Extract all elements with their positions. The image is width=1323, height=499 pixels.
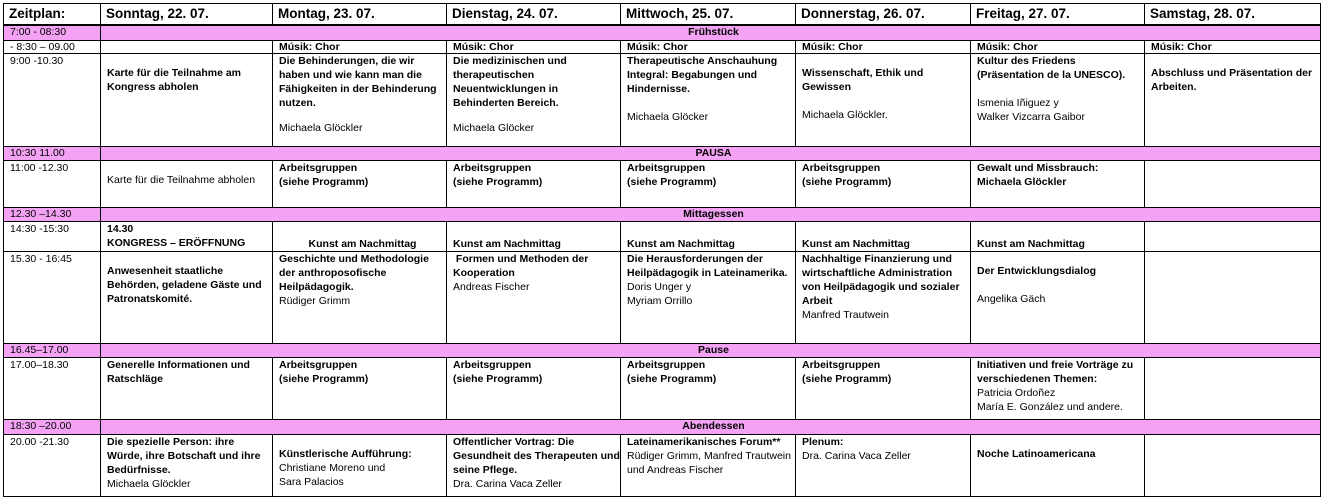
tue-1700-title: Arbeitsgruppen: [453, 359, 532, 372]
cell-fri-0900: [971, 54, 1145, 147]
tue-1100-sub: (siehe Programm): [453, 176, 543, 189]
break-mittagessen: Mittagessen: [101, 208, 1321, 222]
fri-0900-text: Kultur des Friedens (Präsentation de la UNESCO).: [977, 55, 1126, 81]
cell-wed-1430: Kunst am Nachmittag: [621, 222, 796, 252]
tue-1530-text: Formen und Methoden der Kooperation: [453, 252, 592, 279]
header-day-wednesday: Mittwoch, 25. 07.: [621, 4, 796, 26]
mon-2000-speaker-1: Christiane Moreno und: [279, 461, 386, 474]
fri-1100-title: Gewalt und Missbrauch:: [977, 162, 1099, 175]
mon-0900-text: Die Behinderungen, die wir haben und wie kann man die Fähigkeiten in der Behinderung nutzen.: [279, 55, 437, 109]
header-day-sunday: Sonntag, 22. 07.: [101, 4, 273, 26]
schedule-table: [3, 3, 1321, 497]
cell-mon-1430: Kunst am Nachmittag: [273, 222, 447, 252]
cell-thu-1700: [796, 358, 971, 420]
cell-thu-1530: [796, 251, 971, 343]
cell-tue-0830: Músik: Chor: [447, 40, 621, 53]
thu-2000-speaker: Dra. Carina Vaca Zeller: [802, 449, 911, 462]
cell-sat-1530: [1145, 251, 1321, 343]
cell-thu-0830: Músik: Chor: [796, 40, 971, 53]
cell-sun-1700: Generelle Informationen und Ratschläge: [101, 358, 273, 420]
cell-thu-1430: Kunst am Nachmittag: [796, 222, 971, 252]
mon-1700-title: Arbeitsgruppen: [279, 359, 358, 372]
break-abendessen: Abendessen: [101, 420, 1321, 434]
sun-1430-time: 14.30: [107, 223, 134, 236]
fri-0900-speaker-2: Walker Vizcarra Gaibor: [977, 111, 1085, 123]
cell-tue-0900: [447, 54, 621, 147]
header-day-friday: Freitag, 27. 07.: [971, 4, 1145, 26]
cell-mon-1530: [273, 251, 447, 343]
fri-1100-speaker: Michaela Glöckler: [977, 176, 1067, 189]
wed-2000-speaker: Rüdiger Grimm, Manfred Trautwein und Andreas Fischer: [627, 449, 791, 476]
cell-mon-1100: [273, 161, 447, 208]
cell-sat-0830: Músik: Chor: [1145, 40, 1321, 53]
header-zeitplan: Zeitplan:: [4, 4, 101, 26]
cell-thu-1100: [796, 161, 971, 208]
fri-1700-speaker-2: María E. González und andere.: [977, 401, 1123, 414]
header-day-tuesday: Dienstag, 24. 07.: [447, 4, 621, 26]
fri-1700-speaker-1: Patricia Ordoñez: [977, 387, 1056, 400]
cell-fri-0830: Músik: Chor: [971, 40, 1145, 53]
cell-sun-1100: [101, 161, 273, 208]
cell-wed-1700: [621, 358, 796, 420]
thu-1530-speaker: Manfred Trautwein: [802, 308, 889, 321]
time-1030: 10:30 11.00: [4, 146, 101, 160]
break-fruehstueck: Frühstück: [101, 25, 1321, 40]
cell-fri-1530: [971, 251, 1145, 343]
time-1100: 11:00 -12.30: [4, 161, 101, 208]
mon-2000-speaker-2: Sara Palacios: [279, 475, 344, 488]
mon-1530-speaker: Rüdiger Grimm: [279, 294, 351, 307]
cell-sun-1430: [101, 222, 273, 252]
tue-0900-text: Die medizinischen und therapeutischen Neuentwicklungen in Behinderten Bereich.: [453, 55, 567, 109]
cell-fri-2000: [971, 434, 1145, 496]
break-pause: Pause: [101, 343, 1321, 357]
header-day-monday: Montag, 23. 07.: [273, 4, 447, 26]
cell-sat-0900: [1145, 54, 1321, 147]
cell-tue-1430: Kunst am Nachmittag: [447, 222, 621, 252]
time-1645: 16.45–17.00: [4, 343, 101, 357]
mon-1100-sub: (siehe Programm): [279, 176, 369, 189]
tue-1530-speaker: Andreas Fischer: [453, 280, 530, 293]
wed-1700-sub: (siehe Programm): [627, 373, 717, 386]
tue-0900-speaker: Michaela Glöcker: [453, 122, 535, 134]
cell-fri-1100: [971, 161, 1145, 208]
wed-1100-title: Arbeitsgruppen: [627, 162, 706, 175]
cell-tue-2000: [447, 434, 621, 496]
sun-1530-text: Anwesenheit staatliche Behörden, geladene Gäste und Patronatskomité.: [107, 264, 262, 305]
wed-1530-speaker-1: Doris Unger y: [627, 280, 692, 293]
sun-1100-text: Karte für die Teilnahme abholen: [107, 174, 256, 187]
tue-2000-text: Offentlicher Vortrag: Die Gesundheit des Therapeuten und seine Pflege.: [453, 435, 620, 476]
time-1700: 17.00–18.30: [4, 358, 101, 420]
tue-2000-speaker: Dra. Carina Vaca Zeller: [453, 477, 562, 490]
cell-wed-0900: [621, 54, 796, 147]
time-1530: 15.30 - 16:45: [4, 251, 101, 343]
cell-thu-2000: [796, 434, 971, 496]
thu-2000-text: Plenum:: [802, 435, 844, 448]
cell-fri-1700: [971, 358, 1145, 420]
thu-0900-text: Wissenschaft, Ethik und Gewissen: [802, 67, 924, 93]
sat-0900-text: Abschluss und Präsentation der Arbeiten.: [1151, 67, 1313, 93]
cell-mon-1700: [273, 358, 447, 420]
cell-sun-1530: [101, 251, 273, 343]
time-1230: 12.30 –14.30: [4, 208, 101, 222]
cell-thu-0900: [796, 54, 971, 147]
cell-wed-1100: [621, 161, 796, 208]
cell-fri-1430: Kunst am Nachmittag: [971, 222, 1145, 252]
sun-2000-speaker: Michaela Glöckler: [107, 477, 191, 490]
cell-tue-1100: [447, 161, 621, 208]
cell-wed-2000: [621, 434, 796, 496]
cell-mon-0830: Músik: Chor: [273, 40, 447, 53]
cell-tue-1530: [447, 251, 621, 343]
mon-0900-speaker: Michaela Glöckler: [279, 122, 363, 134]
cell-sun-2000: [101, 434, 273, 496]
cell-sun-0900: [101, 54, 273, 147]
thu-1530-text: Nachhaltige Finanzierung und wirtschaftliche Administration von Heilpädagogik und sozialer Arbeit: [802, 252, 960, 307]
cell-sat-2000: [1145, 434, 1321, 496]
thu-1100-title: Arbeitsgruppen: [802, 162, 881, 175]
wed-0900-text: Therapeutische Anschauhung Integral: Begabungen und Hindernisse.: [627, 55, 778, 95]
mon-2000-text: Künstlerische Aufführung:: [279, 447, 412, 460]
time-0900: 9:00 -10.30: [4, 54, 101, 147]
header-day-saturday: Samstag, 28. 07.: [1145, 4, 1321, 26]
time-2000: 20.00 -21.30: [4, 434, 101, 496]
cell-sat-1100: [1145, 161, 1321, 208]
wed-1530-speaker-2: Myriam Orrillo: [627, 294, 693, 307]
wed-1530-text: Die Herausforderungen der Heilpädagogik in Lateinamerika.: [627, 252, 788, 279]
fri-0900-speaker-1: Ismenia Iñiguez y: [977, 97, 1059, 109]
fri-2000-text: Noche Latinoamericana: [977, 447, 1096, 460]
time-0830: - 8:30 – 09.00: [4, 40, 101, 53]
tue-1100-title: Arbeitsgruppen: [453, 162, 532, 175]
break-pausa: PAUSA: [101, 146, 1321, 160]
thu-1700-sub: (siehe Programm): [802, 373, 892, 386]
fri-1700-text: Initiativen und freie Vorträge zu verschiedenen Themen:: [977, 359, 1134, 386]
thu-0900-speaker: Michaela Glöckler.: [802, 109, 888, 121]
sun-1430-title: KONGRESS – ERÖFFNUNG: [107, 237, 246, 250]
time-1830: 18:30 –20.00: [4, 420, 101, 434]
cell-wed-0830: Músik: Chor: [621, 40, 796, 53]
cell-sat-1430: [1145, 222, 1321, 252]
fri-1530-text: Der Entwicklungsdialog: [977, 264, 1097, 277]
mon-1530-text: Geschichte und Methodologie der anthroposofische Heilpädagogik.: [279, 252, 429, 293]
time-1430: 14:30 -15:30: [4, 222, 101, 252]
sun-2000-text: Die spezielle Person: ihre Würde, ihre Botschaft und ihre Bedürfnisse.: [107, 435, 261, 476]
wed-0900-speaker: Michaela Glöcker: [627, 111, 709, 123]
cell-sat-1700: [1145, 358, 1321, 420]
fri-1530-speaker: Angelika Gäch: [977, 292, 1046, 305]
wed-2000-text: Lateinamerikanisches Forum**: [627, 435, 781, 448]
thu-1100-sub: (siehe Programm): [802, 176, 892, 189]
cell-mon-0900: [273, 54, 447, 147]
thu-1700-title: Arbeitsgruppen: [802, 359, 881, 372]
sun-0900-text: Karte für die Teilnahme am Kongress abholen: [107, 67, 242, 93]
time-0700: 7:00 - 08:30: [4, 25, 101, 40]
tue-1700-sub: (siehe Programm): [453, 373, 543, 386]
cell-sun-0830: [101, 40, 273, 53]
cell-tue-1700: [447, 358, 621, 420]
header-day-thursday: Donnerstag, 26. 07.: [796, 4, 971, 26]
cell-mon-2000: [273, 434, 447, 496]
wed-1700-title: Arbeitsgruppen: [627, 359, 706, 372]
mon-1700-sub: (siehe Programm): [279, 373, 369, 386]
wed-1100-sub: (siehe Programm): [627, 176, 717, 189]
cell-wed-1530: [621, 251, 796, 343]
mon-1100-title: Arbeitsgruppen: [279, 162, 358, 175]
